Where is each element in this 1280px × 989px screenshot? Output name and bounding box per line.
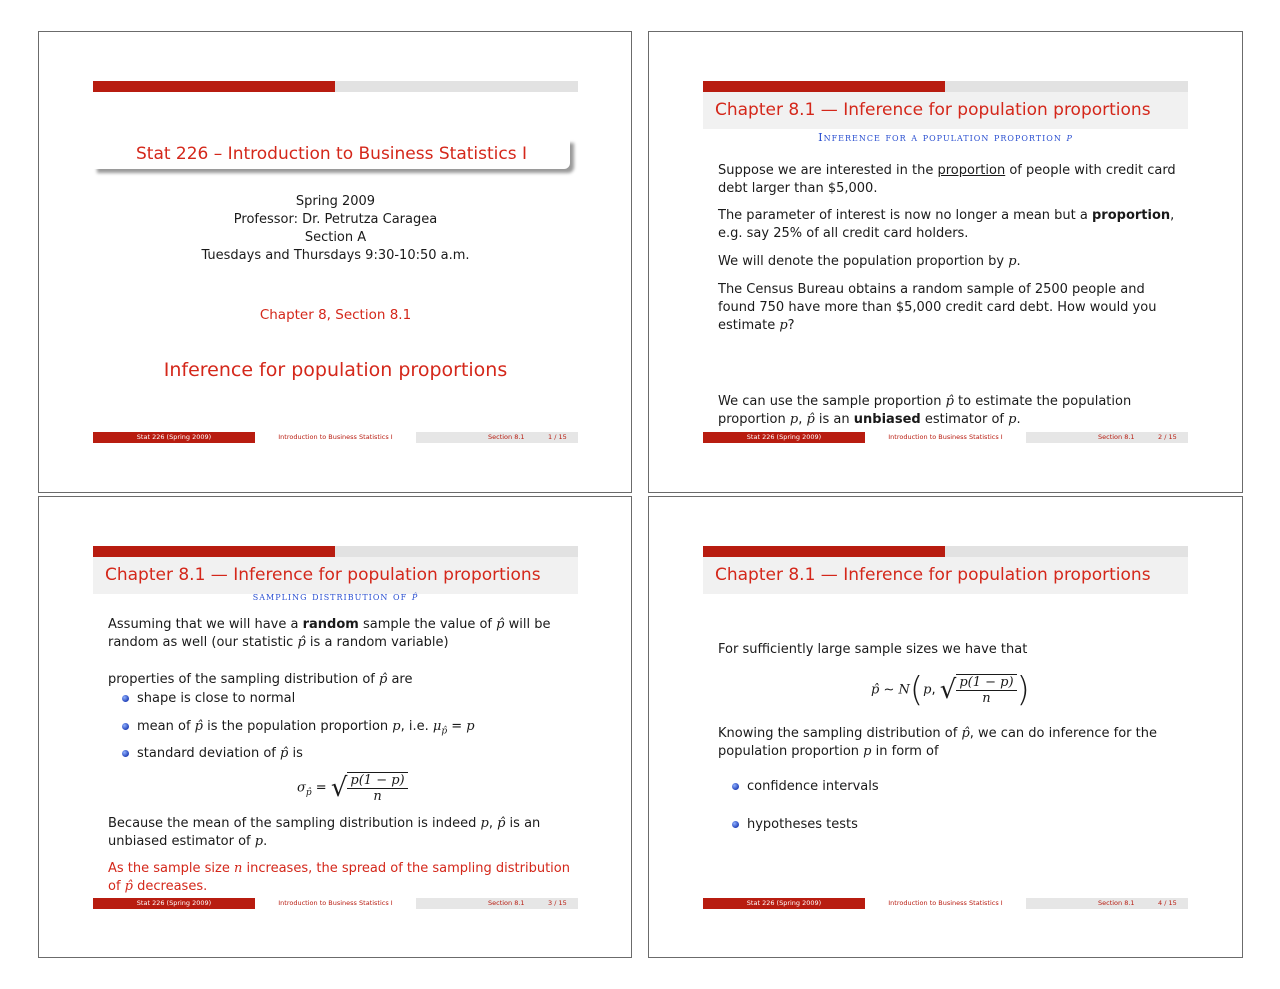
sd-formula: $\sigma_{p̂}$ = √ $\frac{p(1 - p)}{n}$ bbox=[297, 772, 408, 804]
subtitle-text: Inference for a population proportion bbox=[818, 130, 1062, 144]
frame-title: Chapter 8.1 — Inference for population proportions bbox=[715, 100, 1151, 120]
slide-1-schedule: Tuesdays and Thursdays 9:30-10:50 a.m. bbox=[201, 248, 470, 263]
footer-section: Section 8.1 bbox=[1098, 899, 1135, 907]
bullet-confidence-intervals: confidence intervals bbox=[747, 778, 879, 796]
slide-3-paragraph-4: As the sample size n increases, the spread of the sampling distribution of p̂ decreases. bbox=[108, 861, 570, 894]
slide-2-panel bbox=[648, 31, 1243, 493]
footer-course: Stat 226 (Spring 2009) bbox=[93, 432, 255, 443]
footer-course-title: Introduction to Business Statistics I bbox=[865, 432, 1026, 443]
slide-4-top-bar bbox=[703, 546, 1188, 557]
page-number: 1 / 15 bbox=[548, 433, 567, 441]
slide-2-paragraph-5: We can use the sample proportion p̂ to estimate the population proportion p, p̂ is an unbiased estimator of p. bbox=[718, 394, 1132, 427]
slide-2-header bbox=[703, 92, 1188, 129]
slide-1-panel bbox=[38, 31, 632, 493]
footer-section: Section 8.1 bbox=[1098, 433, 1135, 441]
slide-4-panel bbox=[648, 496, 1243, 958]
slide-2-top-bar bbox=[703, 81, 1188, 92]
slide-2-footer bbox=[703, 432, 1188, 443]
slide-1-title-box bbox=[93, 139, 570, 169]
slide-1-section: Section A bbox=[304, 230, 367, 245]
bullet-icon bbox=[732, 783, 739, 790]
frame-title: Chapter 8.1 — Inference for population proportions bbox=[715, 565, 1151, 585]
footer-course: Stat 226 (Spring 2009) bbox=[93, 898, 255, 909]
page-number: 3 / 15 bbox=[548, 899, 567, 907]
subtitle-text: sampling distribution of bbox=[252, 589, 408, 603]
slide-3-panel bbox=[38, 496, 632, 958]
slide-2-paragraph-4: The Census Bureau obtains a random sample of 2500 people and found 750 have more than $5,000 credit card debt. How would you estimate p? bbox=[718, 282, 1157, 333]
footer-course-title: Introduction to Business Statistics I bbox=[255, 898, 416, 909]
slide-1-title: Stat 226 – Introduction to Business Statistics I bbox=[135, 144, 528, 164]
distribution-formula: p̂ ∼ N(p, √ $\frac{p(1 - p)}{n}$ ) bbox=[871, 670, 1030, 710]
page-number: 4 / 15 bbox=[1158, 899, 1177, 907]
slide-4-paragraph-1: For sufficiently large sample sizes we have that bbox=[718, 642, 1028, 657]
slide-1-chapter: Chapter 8, Section 8.1 bbox=[259, 307, 412, 323]
slide-1-footer bbox=[93, 432, 578, 443]
bullet-shape: shape is close to normal bbox=[137, 690, 295, 708]
bullet-icon bbox=[732, 821, 739, 828]
footer-section: Section 8.1 bbox=[488, 899, 525, 907]
slide-1-top-bar bbox=[93, 81, 578, 92]
slide-2-paragraph-3: We will denote the population proportion by p. bbox=[718, 254, 1021, 269]
slide-3-top-bar bbox=[93, 546, 578, 557]
slide-1-topic: Inference for population proportions bbox=[163, 359, 508, 381]
slide-3-footer bbox=[93, 898, 578, 909]
slide-1-term: Spring 2009 bbox=[295, 194, 376, 209]
bullet-icon bbox=[122, 723, 129, 730]
bullet-sd: standard deviation of p̂ is bbox=[137, 745, 303, 763]
bullet-hypotheses-tests: hypotheses tests bbox=[747, 816, 858, 834]
slide-4-footer bbox=[703, 898, 1188, 909]
frame-subtitle bbox=[703, 130, 1188, 144]
bullet-icon bbox=[122, 750, 129, 757]
footer-course: Stat 226 (Spring 2009) bbox=[703, 898, 865, 909]
slide-3-paragraph-3: Because the mean of the sampling distribution is indeed p, p̂ is an unbiased estimator of p. bbox=[108, 816, 541, 849]
footer-course-title: Introduction to Business Statistics I bbox=[255, 432, 416, 443]
page-number: 2 / 15 bbox=[1158, 433, 1177, 441]
slide-4-paragraph-2: Knowing the sampling distribution of p̂, we can do inference for the population proportion p in form of bbox=[718, 726, 1157, 759]
frame-title: Chapter 8.1 — Inference for population proportions bbox=[105, 565, 541, 585]
slide-2-paragraph-2: The parameter of interest is now no longer a mean but a proportion, e.g. say 25% of all credit card holders. bbox=[718, 208, 1175, 241]
slide-4-header bbox=[703, 557, 1188, 594]
footer-course: Stat 226 (Spring 2009) bbox=[703, 432, 865, 443]
bullet-mean: mean of p̂ is the population proportion p, i.e. $\mu_{p̂} = p$ bbox=[137, 718, 475, 741]
bullet-icon bbox=[122, 695, 129, 702]
slide-3-paragraph-2: properties of the sampling distribution of p̂ are bbox=[108, 672, 413, 687]
subtitle-variable: p̂ bbox=[411, 589, 419, 603]
slide-1-professor: Professor: Dr. Petrutza Caragea bbox=[233, 212, 438, 227]
subtitle-variable: p bbox=[1066, 130, 1073, 144]
frame-subtitle bbox=[93, 589, 578, 603]
slide-2-paragraph-1: Suppose we are interested in the proportion of people with credit card debt larger than $5,000. bbox=[718, 163, 1176, 196]
footer-course-title: Introduction to Business Statistics I bbox=[865, 898, 1026, 909]
slide-3-paragraph-1: Assuming that we will have a random sample the value of p̂ will be random as well (our statistic p̂ is a random variable) bbox=[108, 617, 551, 650]
footer-section: Section 8.1 bbox=[488, 433, 525, 441]
